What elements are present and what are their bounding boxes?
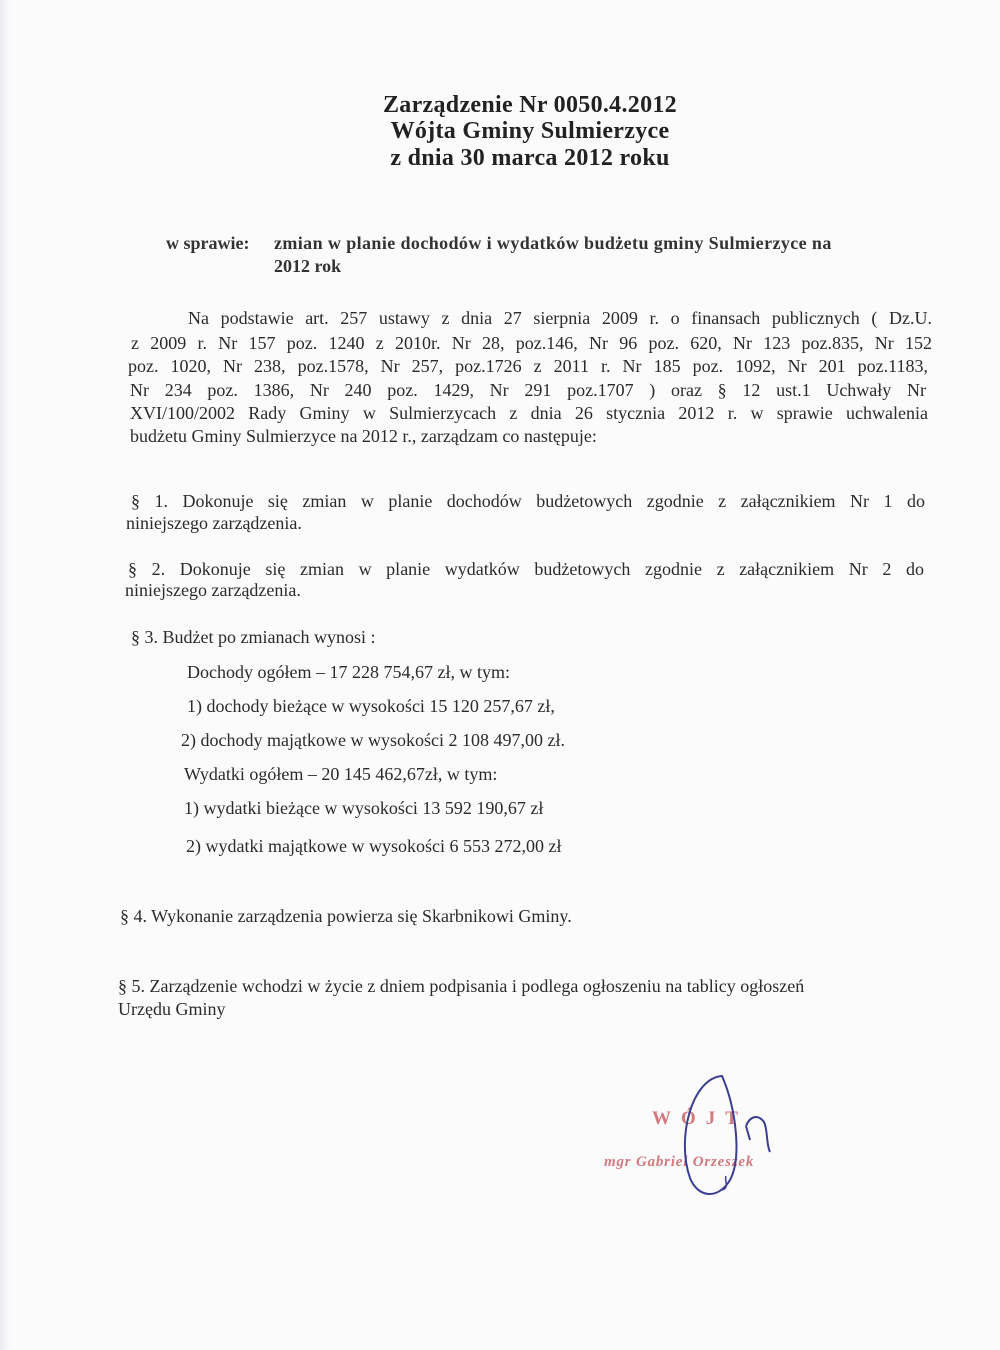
stamp-name: mgr Gabriel Orzeszek bbox=[604, 1154, 755, 1170]
paragraph-2-line-2: niniejszego zarządzenia. bbox=[125, 580, 301, 600]
expenditure-current: 1) wydatki bieżące w wysokości 13 592 190,67 zł bbox=[184, 798, 544, 818]
official-stamp bbox=[600, 1068, 820, 1208]
preamble-line-3: poz. 1020, Nr 238, poz.1578, Nr 257, poz.1726 z 2011 r. Nr 185 poz. 1092, Nr 201 poz.1183, bbox=[128, 356, 928, 376]
document-issuer: Wójta Gminy Sulmierzyce bbox=[390, 118, 670, 144]
subject-text: zmian w planie dochodów i wydatków budżetu gminy Sulmierzyce na bbox=[274, 233, 832, 253]
income-capital: 2) dochody majątkowe w wysokości 2 108 497,00 zł. bbox=[181, 730, 565, 750]
paragraph-5-line-2: Urzędu Gminy bbox=[118, 999, 226, 1019]
preamble-line-5: XVI/100/2002 Rady Gminy w Sulmierzycach z dnia 26 stycznia 2012 r. w sprawie uchwalenia bbox=[130, 403, 928, 423]
income-total: Dochody ogółem – 17 228 754,67 zł, w tym: bbox=[187, 662, 510, 682]
paragraph-1-line-2: niniejszego zarządzenia. bbox=[126, 513, 302, 533]
income-current: 1) dochody bieżące w wysokości 15 120 257,67 zł, bbox=[187, 696, 555, 716]
subject-label: w sprawie: bbox=[166, 233, 250, 253]
subject-text-continued: 2012 rok bbox=[274, 256, 342, 276]
paragraph-4: § 4. Wykonanie zarządzenia powierza się Skarbnikowi Gminy. bbox=[120, 906, 572, 926]
expenditure-total: Wydatki ogółem – 20 145 462,67zł, w tym: bbox=[184, 764, 498, 784]
paragraph-3-heading: § 3. Budżet po zmianach wynosi : bbox=[131, 627, 376, 647]
stamp-title: WÓJT bbox=[652, 1108, 748, 1129]
expenditure-capital: 2) wydatki majątkowe w wysokości 6 553 272,00 zł bbox=[186, 836, 562, 856]
scan-edge-shadow bbox=[0, 0, 10, 1350]
paragraph-2-line-1: § 2. Dokonuje się zmian w planie wydatków budżetowych zgodnie z załącznikiem Nr 2 do bbox=[128, 559, 924, 579]
preamble-line-6: budżetu Gminy Sulmierzyce na 2012 r., zarządzam co następuje: bbox=[130, 426, 597, 446]
preamble-line-1: Na podstawie art. 257 ustawy z dnia 27 sierpnia 2009 r. o finansach publicznych ( Dz.U. bbox=[188, 308, 932, 328]
paragraph-5-line-1: § 5. Zarządzenie wchodzi w życie z dniem podpisania i podlega ogłoszeniu na tablicy ogłoszeń bbox=[118, 976, 805, 996]
preamble-line-4: Nr 234 poz. 1386, Nr 240 poz. 1429, Nr 291 poz.1707 ) oraz § 12 ust.1 Uchwały Nr bbox=[130, 380, 926, 400]
handwritten-signature bbox=[600, 1068, 820, 1208]
document-title: Zarządzenie Nr 0050.4.2012 bbox=[383, 92, 677, 118]
subject-line bbox=[166, 233, 832, 254]
paragraph-1-line-1: § 1. Dokonuje się zmian w planie dochodów budżetowych zgodnie z załącznikiem Nr 1 do bbox=[131, 491, 925, 511]
document-date: z dnia 30 marca 2012 roku bbox=[390, 145, 670, 171]
preamble-line-2: z 2009 r. Nr 157 poz. 1240 z 2010r. Nr 28, poz.146, Nr 96 poz. 620, Nr 123 poz.835, Nr 152 bbox=[131, 333, 932, 353]
